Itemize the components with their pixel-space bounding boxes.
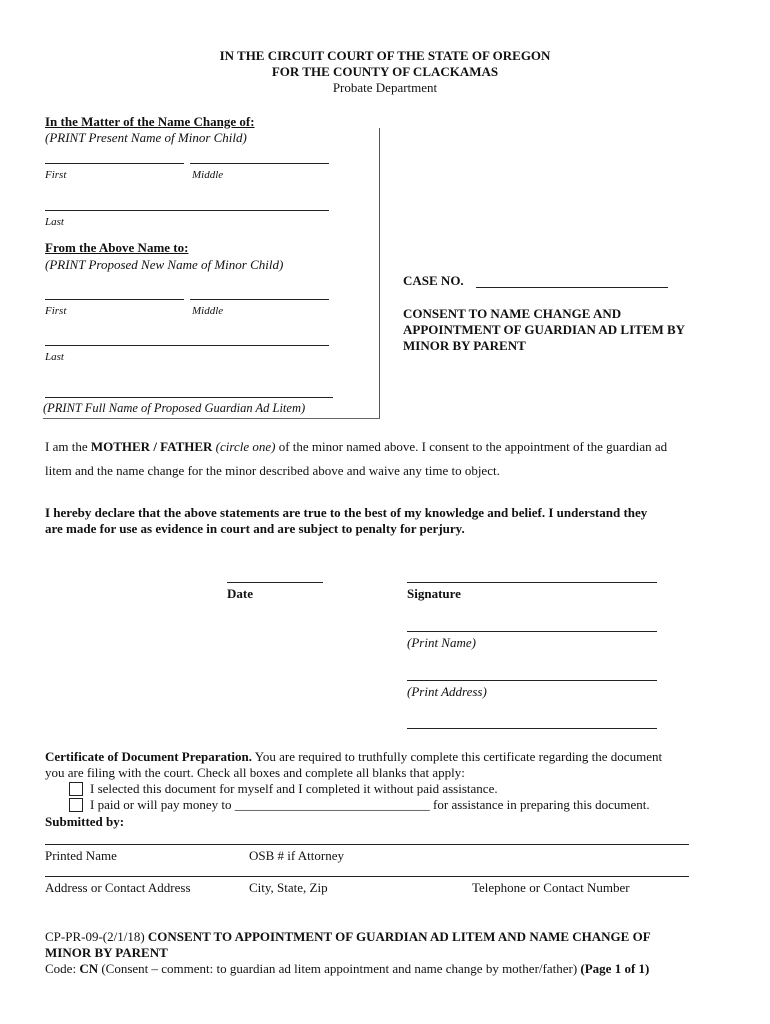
submitted-by-label: Submitted by: [45,814,125,829]
matter-heading: In the Matter of the Name Change of: [45,114,255,129]
self-prepared-option: I selected this document for myself and I completed it without paid assistance. [90,781,498,796]
preparer-name-blank[interactable]: ______________________________ [234,797,430,812]
document-title-line2: APPOINTMENT OF GUARDIAN AD LITEM BY [403,322,686,337]
declaration-line2: are made for use as evidence in court and are subject to penalty for perjury. [45,521,465,536]
new-middle-name-line[interactable] [190,299,329,300]
declaration-line1: I hereby declare that the above statements are true to the best of my knowledge and belief. I understand they [45,505,648,520]
footer-form-line1: CP-PR-09-(2/1/18) CONSENT TO APPOINTMENT OF GUARDIAN AD LITEM AND NAME CHANGE OF [45,929,651,944]
new-last-name-line[interactable] [45,345,329,346]
certificate-intro-line2: you are filing with the court. Check all boxes and complete all blanks that apply: [45,765,465,780]
print-name-label: (Print Name) [407,635,476,650]
guardian-name-line[interactable] [45,397,333,398]
printed-name-osb-line[interactable] [45,844,689,845]
print-name-line[interactable] [407,631,657,632]
caption-divider-horizontal [43,418,380,419]
certificate-heading: Certificate of Document Preparation. [45,749,252,764]
print-address-line[interactable] [407,680,657,681]
department-label: Probate Department [332,80,438,95]
last-label: Last [45,216,64,228]
paid-assistance-option: I paid or will pay money to ______________________________ for assistance in preparing this document. [90,797,650,812]
matter-instruction: (PRINT Present Name of Minor Child) [45,130,247,145]
address-contact-line[interactable] [45,876,689,877]
case-number-label: CASE NO. [403,273,464,288]
date-label: Date [227,586,253,601]
city-state-zip-label: City, State, Zip [249,880,328,895]
guardian-instruction: (PRINT Full Name of Proposed Guardian Ad Litem) [43,401,306,415]
court-title-line1: IN THE CIRCUIT COURT OF THE STATE OF OREGON [219,48,551,63]
paid-assistance-checkbox[interactable] [69,798,83,812]
print-address-line-2[interactable] [407,728,657,729]
middle-label: Middle [192,169,224,181]
caption-divider-vertical [379,128,380,419]
telephone-label: Telephone or Contact Number [472,880,630,895]
printed-name-label: Printed Name [45,848,117,863]
consent-statement-line2: litem and the name change for the minor described above and waive any time to object. [45,463,500,478]
new-name-instruction: (PRINT Proposed New Name of Minor Child) [45,257,284,272]
document-title-line1: CONSENT TO NAME CHANGE AND [403,306,622,321]
osb-label: OSB # if Attorney [249,848,344,863]
first-label-2: First [45,305,67,317]
self-prepared-checkbox[interactable] [69,782,83,796]
present-middle-name-line[interactable] [190,163,329,164]
court-title-line2: FOR THE COUNTY OF CLACKAMAS [271,64,499,79]
date-line[interactable] [227,582,323,583]
present-first-name-line[interactable] [45,163,184,164]
last-label-2: Last [45,351,64,363]
signature-line[interactable] [407,582,657,583]
print-address-label: (Print Address) [407,684,487,699]
new-name-heading: From the Above Name to: [45,240,189,255]
first-label: First [45,169,67,181]
footer-code-line: Code: CN (Consent – comment: to guardian ad litem appointment and name change by mother/father) (Page 1 of 1) [45,961,650,976]
certificate-intro-line1: Certificate of Document Preparation. You are required to truthfully complete this certificate regarding the document [45,749,663,764]
mother-father-option[interactable]: MOTHER / FATHER [90,439,213,454]
case-number-line[interactable] [476,287,668,288]
page-info: (Page 1 of 1) [580,961,650,976]
new-first-name-line[interactable] [45,299,184,300]
footer-form-line2: MINOR BY PARENT [45,945,168,960]
present-last-name-line[interactable] [45,210,329,211]
signature-label: Signature [407,586,461,601]
middle-label-2: Middle [192,305,224,317]
form-code: CP-PR-09-(2/1/18) [45,929,145,944]
consent-statement-line1: I am the MOTHER / FATHER (circle one) of the minor named above. I consent to the appointment of the guardian ad [45,439,668,454]
document-title-line3: MINOR BY PARENT [403,338,526,353]
address-label: Address or Contact Address [45,880,191,895]
